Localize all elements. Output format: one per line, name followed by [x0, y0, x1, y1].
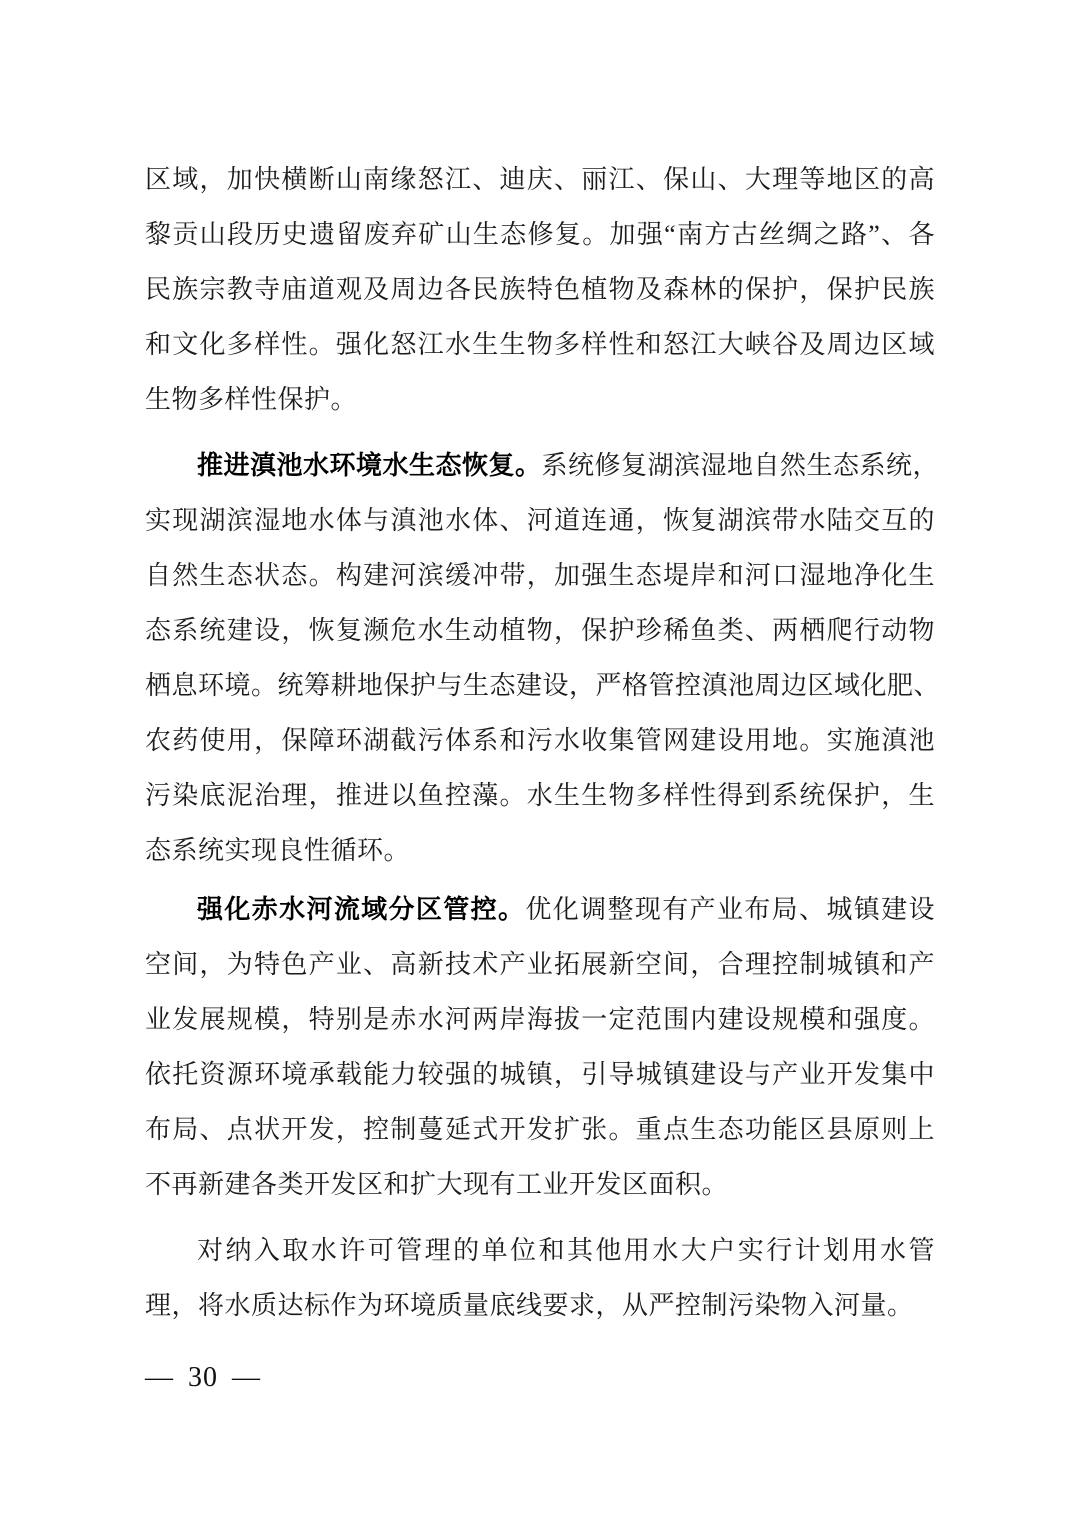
paragraph-chishui-river-control: [145, 882, 935, 1212]
text-line: [145, 438, 940, 493]
text-line: 业发展规模，特别是赤水河两岸海拔一定范围内建设规模和强度。: [145, 1005, 935, 1034]
paragraph-lead: 推进滇池水环境水生态恢复。: [197, 451, 542, 480]
text-line: 民族宗教寺庙道观及周边各民族特色植物及森林的保护，保护民族: [145, 275, 935, 304]
paragraph-lead-rest: 优化调整现有产业布局、城镇建设: [525, 895, 935, 924]
text-line: 空间，为特色产业、高新技术产业拓展新空间，合理控制城镇和产: [145, 950, 935, 979]
text-line: 农药使用，保障环湖截污体系和污水收集管网建设用地。实施滇池: [145, 726, 935, 755]
paragraph-first-line: 对纳入取水许可管理的单位和其他用水大户实行计划用水管: [197, 1236, 935, 1265]
paragraph-lead-rest: 系统修复湖滨湿地自然生态系统，: [541, 451, 940, 480]
text-line: 理，将水质达标作为环境质量底线要求，从严控制污染物入河量。: [145, 1291, 914, 1320]
paragraph-dianchi-restoration: [145, 438, 941, 878]
text-line: 依托资源环境承载能力较强的城镇，引导城镇建设与产业开发集中: [145, 1060, 935, 1089]
text-line: 黎贡山段历史遗留废弃矿山生态修复。加强“南方古丝绸之路”、各: [145, 220, 935, 249]
text-line: 实现湖滨湿地水体与滇池水体、河道连通，恢复湖滨带水陆交互的: [145, 506, 935, 535]
text-line: 和文化多样性。强化怒江水生生物多样性和怒江大峡谷及周边区域: [145, 330, 935, 359]
page-number: [145, 1355, 261, 1400]
text-line: 不再新建各类开发区和扩大现有工业开发区面积。: [145, 1170, 729, 1199]
document-body: [145, 152, 941, 1333]
text-line: 态系统建设，恢复濒危水生动植物，保护珍稀鱼类、两栖爬行动物: [145, 616, 935, 645]
text-line: 态系统实现良性循环。: [145, 836, 411, 865]
text-line: 布局、点状开发，控制蔓延式开发扩张。重点生态功能区县原则上: [145, 1115, 935, 1144]
text-line: 污染底泥治理，推进以鱼控藻。水生生物多样性得到系统保护，生: [145, 781, 935, 810]
paragraph-lead: 强化赤水河流域分区管控。: [197, 895, 526, 924]
text-line: 生物多样性保护。: [145, 385, 358, 414]
paragraph-region-restoration: [145, 152, 935, 427]
paragraph-water-permit-management: [145, 1223, 935, 1333]
text-line: 栖息环境。统筹耕地保护与生态建设，严格管控滇池周边区域化肥、: [145, 671, 941, 700]
page-number-text: — 30 —: [145, 1362, 261, 1393]
text-line: [145, 1223, 935, 1278]
text-line: 区域，加快横断山南缘怒江、迪庆、丽江、保山、大理等地区的高: [145, 165, 935, 194]
text-line: 自然生态状态。构建河滨缓冲带，加强生态堤岸和河口湿地净化生: [145, 561, 935, 590]
text-line: [145, 882, 935, 937]
